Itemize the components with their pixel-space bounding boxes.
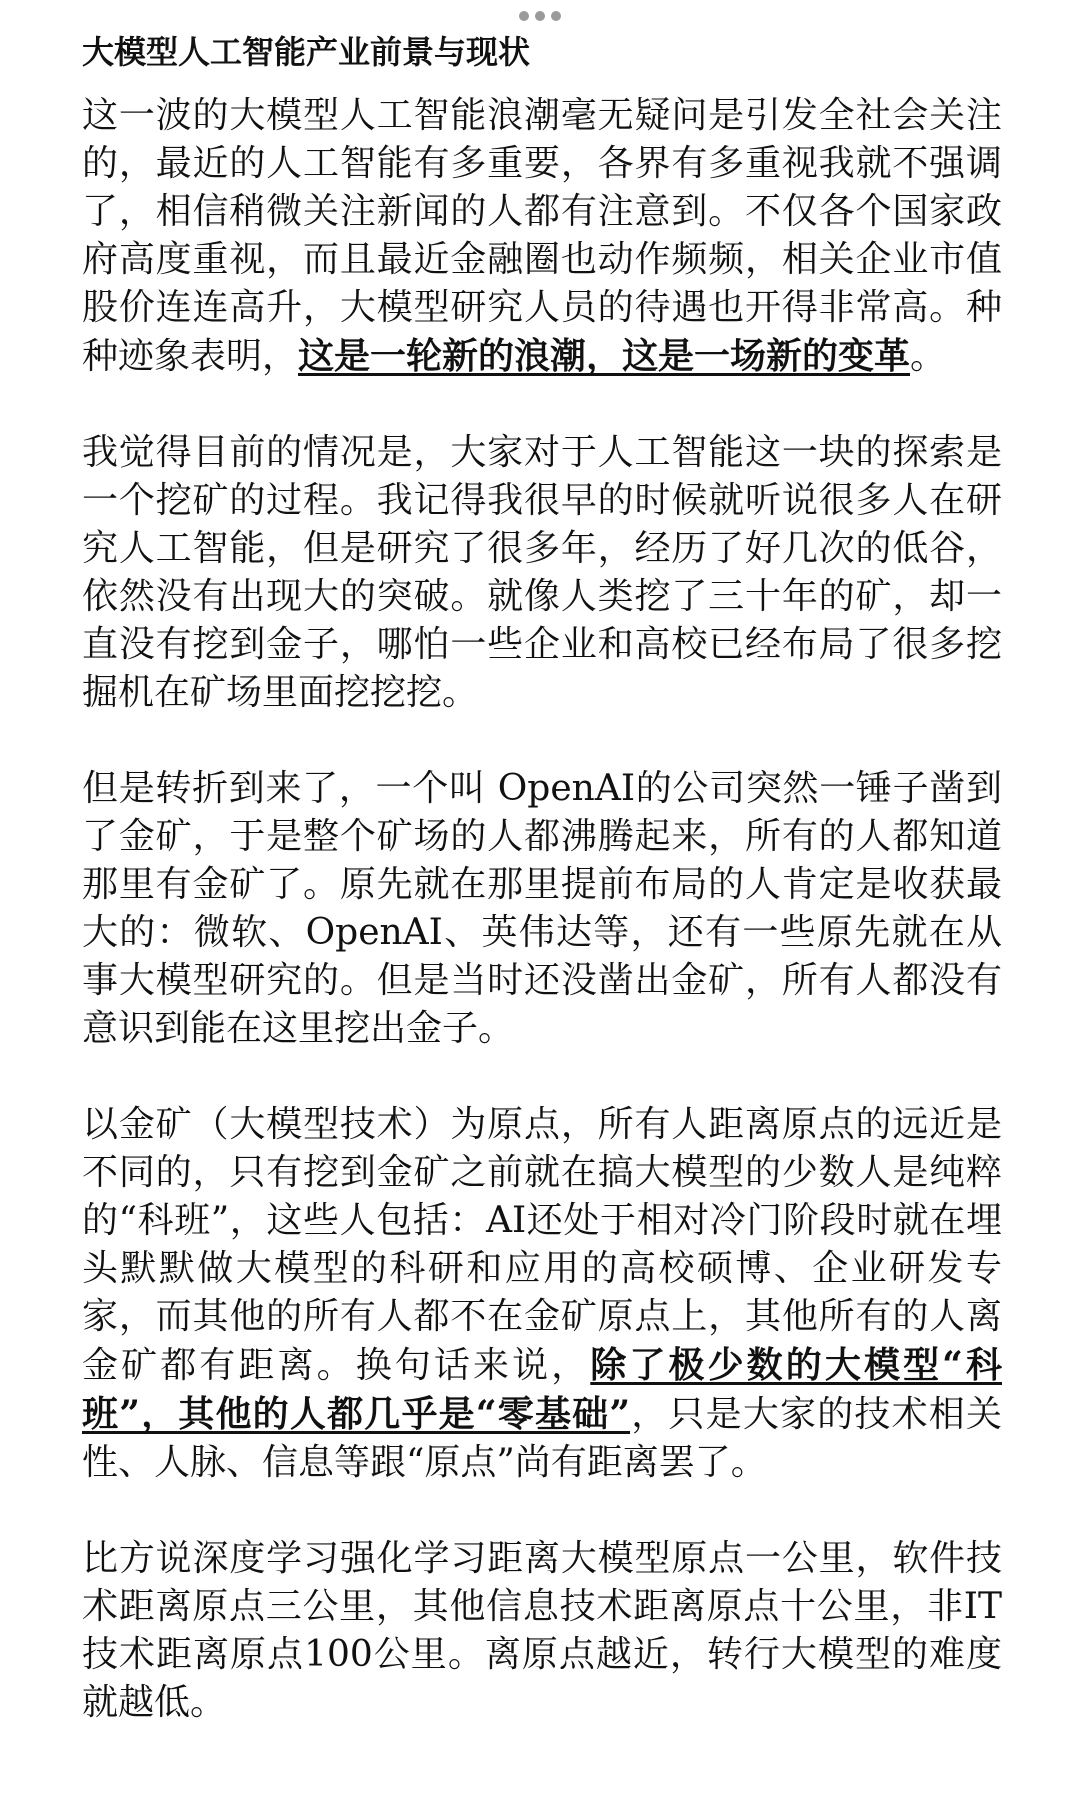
highlighted-text: 除了极少数的大模型“科班”，其他的人都几乎是“零基础”: [82, 1344, 1002, 1435]
paragraph-text: 以金矿（大模型技术）为原点，所有人距离原点的远近是不同的，只有挖到金矿之前就在搞大模型的少数人是纯粹的“科班”，这些人包括：AI还处于相对冷门阶段时就在埋头默默做大模型的科研和应用的高校硕博、企业研发专家，而其他的所有人都不在金矿原点上，其他所有的人离金矿都有距离。换句话来说，: [82, 1104, 1002, 1386]
paragraph-text: 这一波的大模型人工智能浪潮毫无疑问是引发全社会关注的，最近的人工智能有多重要，各界有多重视我就不强调了，相信稍微关注新闻的人都有注意到。不仅各个国家政府高度重视，而且最近金融圈也动作频频，相关企业市值股价连连高升，大模型研究人员的待遇也开得非常高。种种迹象表明，: [82, 95, 1002, 377]
paragraph-tail: 。: [910, 336, 947, 377]
dot: [551, 11, 561, 21]
paragraph-1: [82, 92, 1002, 381]
paragraph-3: 但是转折到来了，一个叫 OpenAI的公司突然一锤子凿到了金矿，于是整个矿场的人都沸腾起来，所有的人都知道那里有金矿了。原先就在那里提前布局的人肯定是收获最大的：微软、OpenAI、英伟达等，还有一些原先就在从事大模型研究的。但是当时还没凿出金矿，所有人都没有意识到能在这里挖出金子。: [82, 768, 1002, 1049]
highlighted-text: 这是一轮新的浪潮，这是一场新的变革: [298, 335, 911, 377]
article-title: 大模型人工智能产业前景与现状: [82, 33, 531, 71]
article-body: [82, 92, 1002, 1775]
paragraph-4: [82, 1101, 1002, 1487]
more-options-icon[interactable]: [519, 11, 561, 21]
paragraph-2: 我觉得目前的情况是，大家对于人工智能这一块的探索是一个挖矿的过程。我记得我很早的时候就听说很多人在研究人工智能，但是研究了很多年，经历了好几次的低谷，依然没有出现大的突破。就像人类挖了三十年的矿，却一直没有挖到金子，哪怕一些企业和高校已经布局了很多挖掘机在矿场里面挖挖挖。: [82, 432, 1002, 713]
dot: [535, 11, 545, 21]
dot: [519, 11, 529, 21]
paragraph-5: 比方说深度学习强化学习距离大模型原点一公里，软件技术距离原点三公里，其他信息技术距离原点十公里，非IT技术距离原点100公里。离原点越近，转行大模型的难度就越低。: [82, 1538, 1002, 1723]
paragraph-tail: ，只是大家的技术相关性、人脉、信息等跟“原点”尚有距离罢了。: [82, 1394, 1002, 1483]
